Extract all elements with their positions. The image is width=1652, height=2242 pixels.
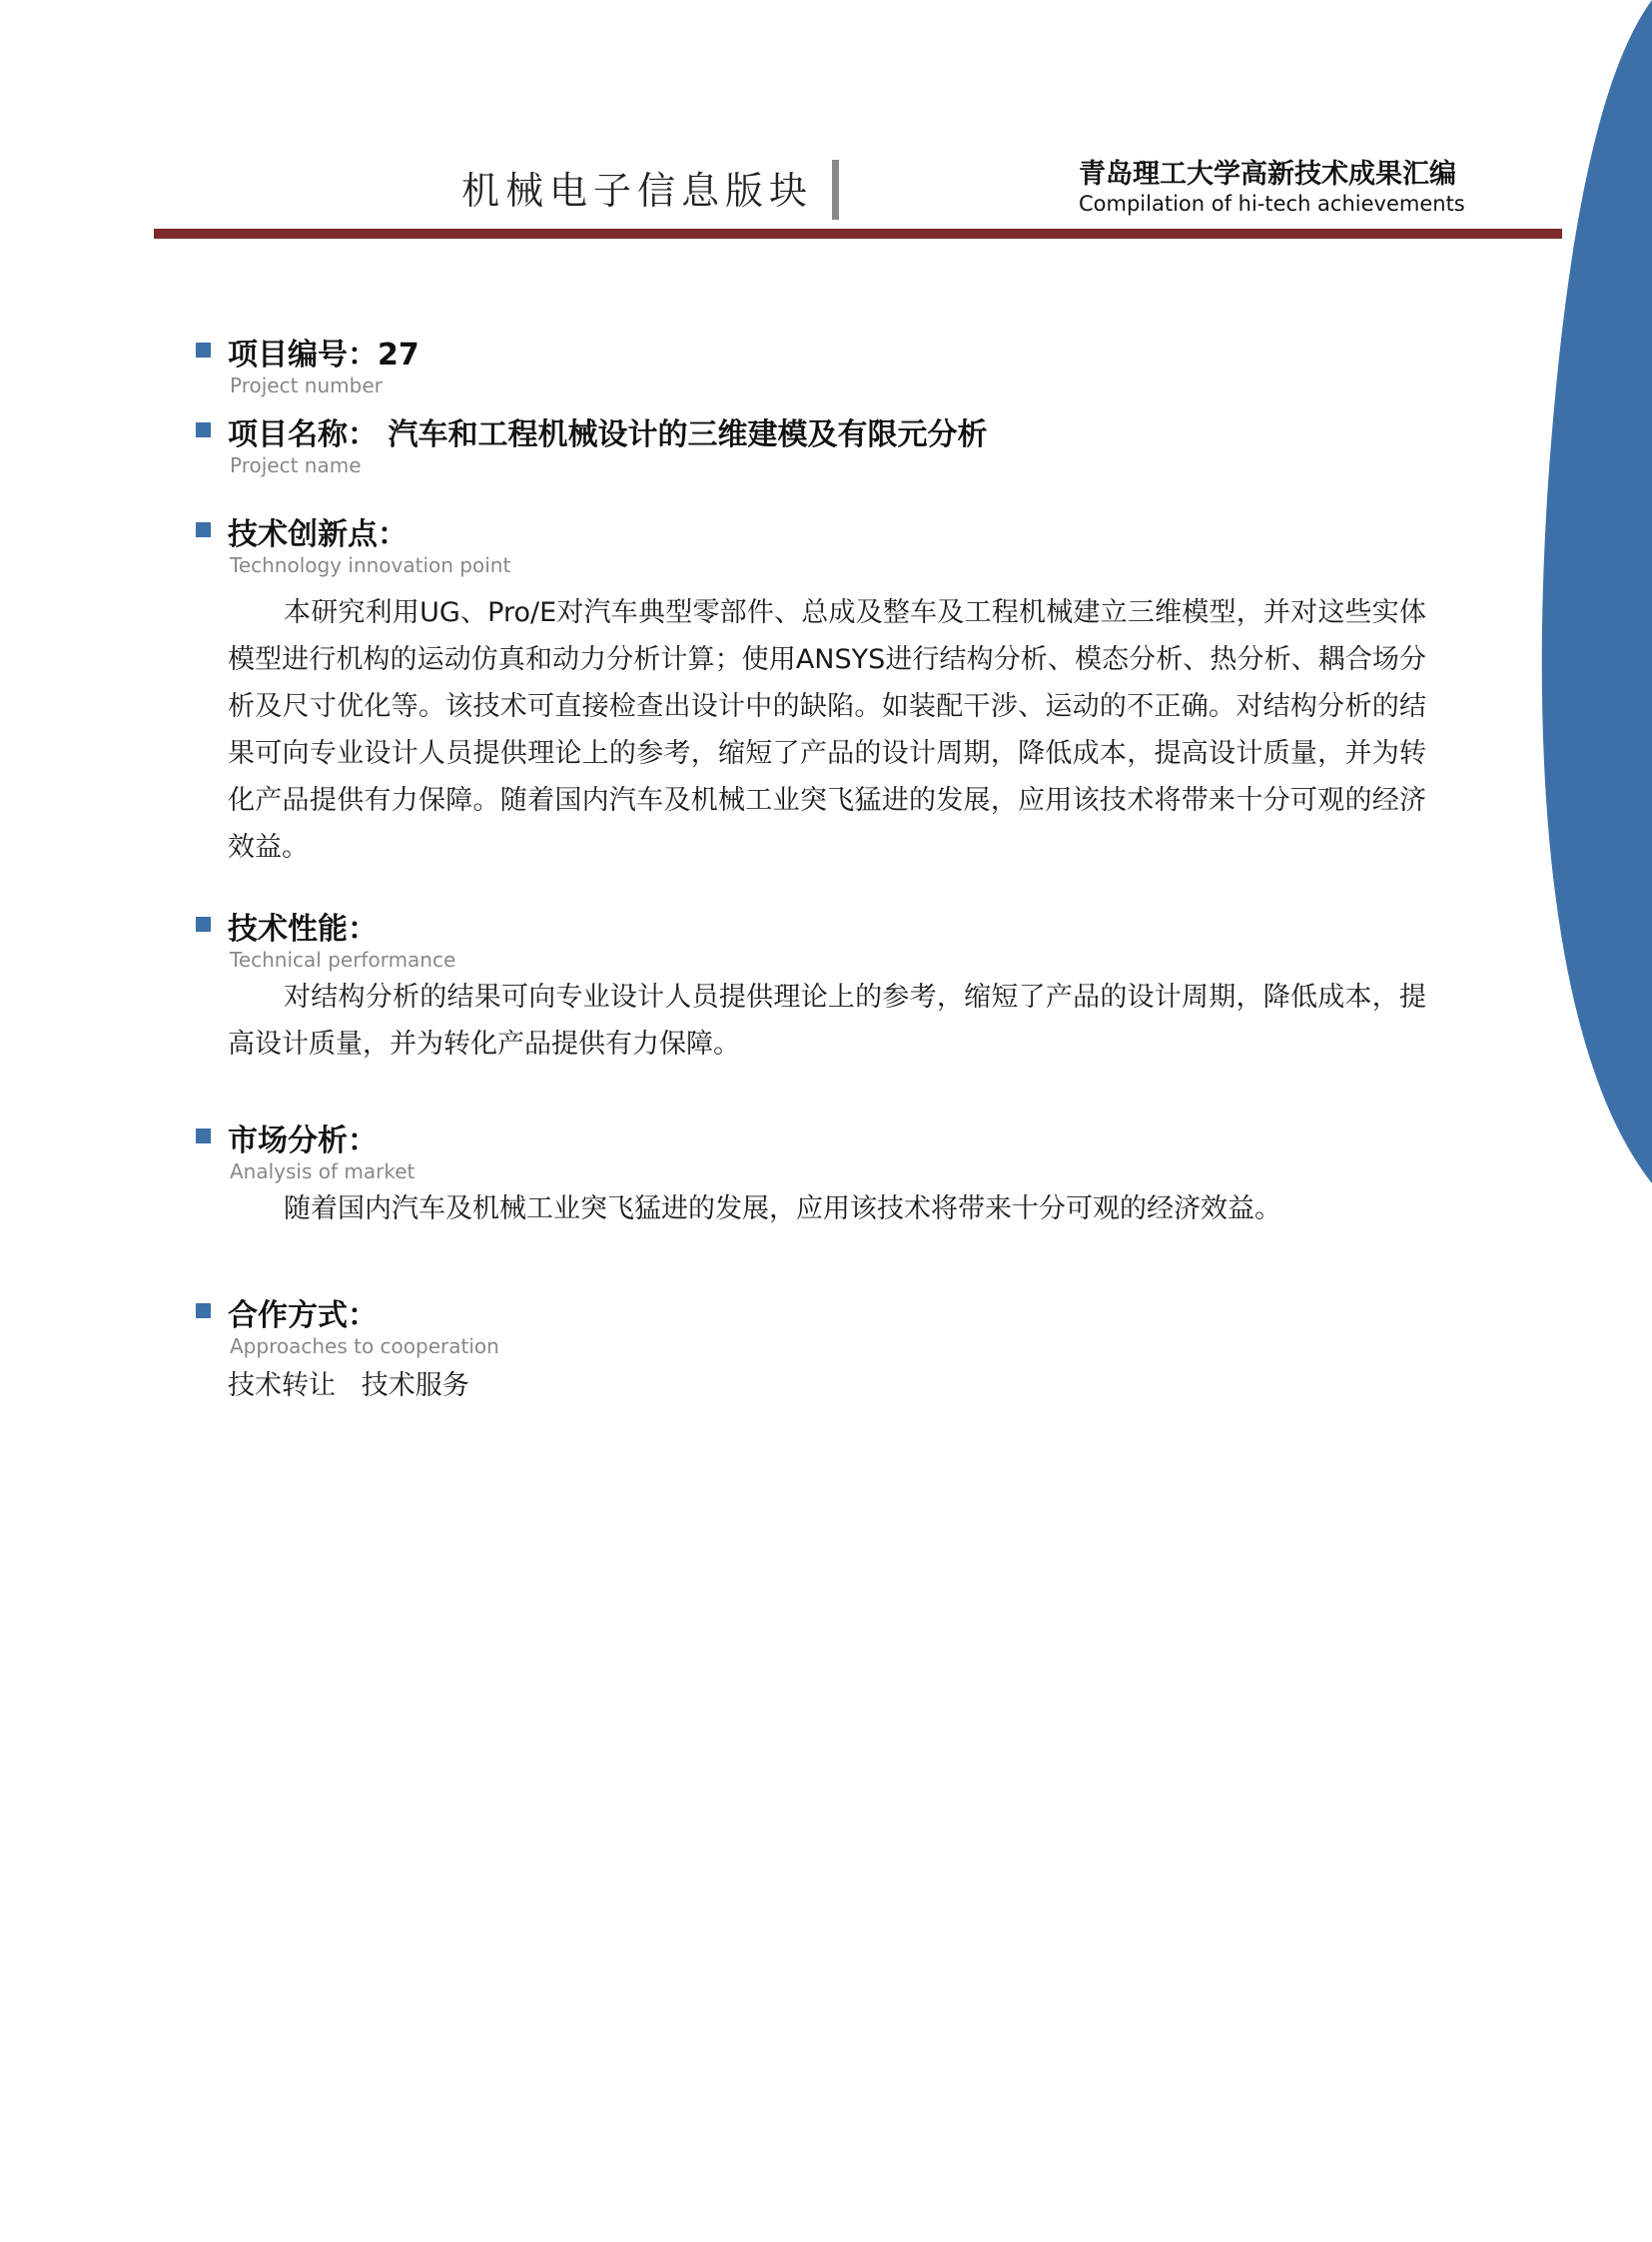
square-bullet-icon [196,522,211,537]
performance-label-en: Technical performance [230,948,456,972]
square-bullet-icon [196,917,211,932]
project-name-section [196,409,1434,477]
square-bullet-icon [196,1303,211,1318]
square-bullet-icon [196,343,211,358]
cooperation-section [196,1290,1434,1401]
project-name-label: 项目名称： 汽车和工程机械设计的三维建模及有限元分析 [228,417,988,452]
market-label: 市场分析： [228,1123,378,1158]
innovation-text: 本研究利用UG、Pro/E对汽车典型零部件、总成及整车及工程机械建立三维模型，并对这些实体模型进行机构的运动仿真和动力分析计算；使用ANSYS进行结构分析、模态分析、热分析、耦合场分析及尺寸优化等。该技术可直接检查出设计中的缺陷。如装配干涉、运动的不正确。对结构分析的结果可向专业设计人员提供理论上的参考，缩短了产品的设计周期，降低成本，提高设计质量，并为转化产品提供有力保障。随着国内汽车及机械工业突飞猛进的发展，应用该技术将带来十分可观的经济效益。 [228,597,1426,863]
square-bullet-icon [196,422,211,437]
project-number-section [196,330,1434,397]
innovation-label: 技术创新点： [228,517,408,552]
header-school-name: 青岛理工大学高新技术成果汇编 [1079,159,1456,190]
header-section-title: 机械电子信息版块 [461,169,814,213]
cooperation-label-en: Approaches to cooperation [230,1334,499,1358]
project-name-label-en: Project name [230,453,362,477]
square-bullet-icon [196,1128,211,1143]
project-number-label-en: Project number [230,374,383,397]
cooperation-label: 合作方式： [228,1298,378,1333]
performance-text: 对结构分析的结果可向专业设计人员提供理论上的参考，缩短了产品的设计周期，降低成本，提高设计质量，并为转化产品提供有力保障。 [228,982,1426,1060]
project-number-label: 项目编号：27 [228,338,419,373]
market-label-en: Analysis of market [230,1159,415,1183]
cooperation-text: 技术转让 技术服务 [228,1370,469,1401]
innovation-section [196,509,1434,863]
performance-section [196,904,1434,1060]
header-divider [832,160,839,220]
header-rule [154,229,1562,239]
market-section [196,1116,1434,1224]
market-text: 随着国内汽车及机械工业突飞猛进的发展，应用该技术将带来十分可观的经济效益。 [284,1193,1281,1224]
innovation-label-en: Technology innovation point [230,553,511,577]
header-compilation-en: Compilation of hi-tech achievements [1079,192,1465,216]
performance-label: 技术性能： [228,912,378,947]
